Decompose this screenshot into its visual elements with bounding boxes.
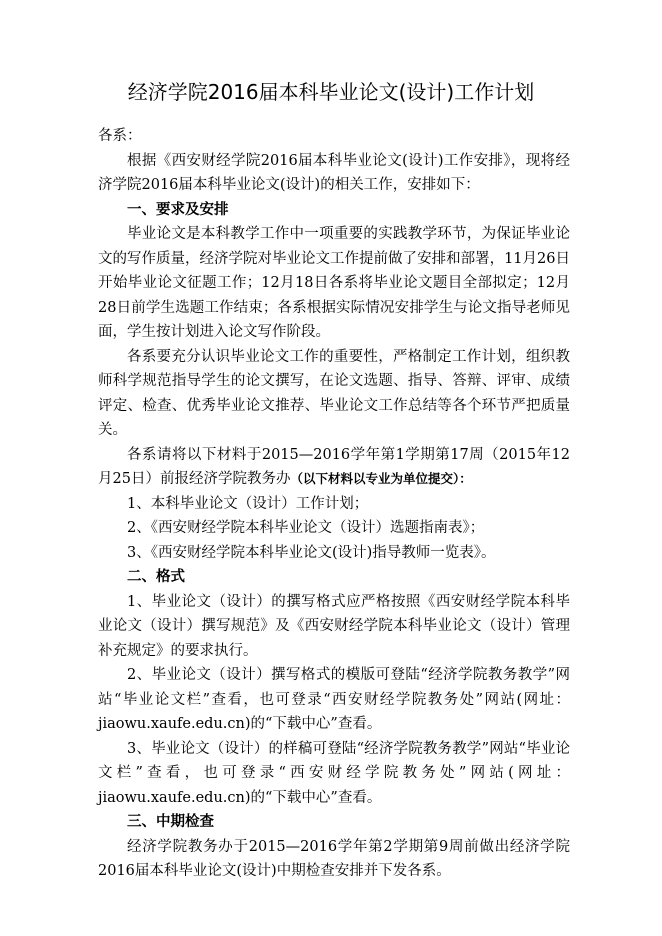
submission-paragraph — [98, 443, 570, 492]
list-item: 2、毕业论文（设计）撰写格式的模版可登陆“经济学院教务教学”网站“毕业论文栏”查看，也可登录“西安财经学院教务处”网站(网址：jiaowu.xaufe.edu.cn)的“下载中心”查看。 — [98, 667, 570, 732]
list-item: 1、毕业论文（设计）的撰写格式应严格按照《西安财经学院本科毕业论文（设计）撰写规范》及《西安财经学院本科毕业论文（设计）管理补充规定》的要求执行。 — [98, 593, 570, 659]
list-item: 1、本科毕业论文（设计）工作计划； — [127, 495, 369, 512]
paragraph: 各系要充分认识毕业论文工作的重要性，严格制定工作计划，组织教师科学规范指导学生的论文撰写，在论文选题、指导、答辩、评审、成绩评定、检查、优秀毕业论文推荐、毕业论文工作总结等各个环节严把质量关。 — [98, 348, 570, 438]
section-heading-midterm-check: 三、中期检查 — [127, 814, 214, 830]
submission-text: 各系请将以下材料于2015—2016学年第1学期第17周（2015年12月25日）前报经济学院教务办 — [98, 446, 570, 487]
section-heading-requirements: 一、要求及安排 — [127, 201, 229, 218]
paragraph: 经济学院教务办于2015—2016学年第2学期第9周前做出经济学院2016届本科毕业论文(设计)中期检查安排并下发各系。 — [98, 838, 570, 879]
document-title: 经济学院2016届本科毕业论文(设计)工作计划 — [127, 80, 535, 104]
intro-paragraph: 根据《西安财经学院2016届本科毕业论文(设计)工作安排》，现将经济学院2016届本科毕业论文(设计)的相关工作，安排如下： — [98, 152, 570, 193]
salutation: 各系： — [98, 128, 142, 144]
list-item: 2、《西安财经学院本科毕业论文（设计）选题指南表》； — [127, 520, 485, 536]
list-item: 3、《西安财经学院本科毕业论文(设计)指导教师一览表》。 — [127, 544, 496, 561]
document-body — [98, 124, 570, 884]
paragraph: 毕业论文是本科教学工作中一项重要的实践教学环节，为保证毕业论文的写作质量，经济学院对毕业论文工作提前做了安排和部署，11月26日开始毕业论文征题工作；12月18日各系将毕业论文题目全部拟定；12月28日前学生选题工作结束；各系根据实际情况安排学生与论文指导老师见面，学生按计划进入论文写作阶段。 — [98, 226, 570, 340]
section-heading-format: 二、格式 — [127, 569, 185, 585]
submission-note: （以下材料以专业为单位提交）： — [290, 471, 472, 486]
list-item: 3、毕业论文（设计）的样稿可登陆“经济学院教务教学”网站“毕业论文栏”查看，也可登录“西安财经学院教务处”网站(网址：jiaowu.xaufe.edu.cn)的“下载中心”查看。 — [98, 740, 570, 806]
